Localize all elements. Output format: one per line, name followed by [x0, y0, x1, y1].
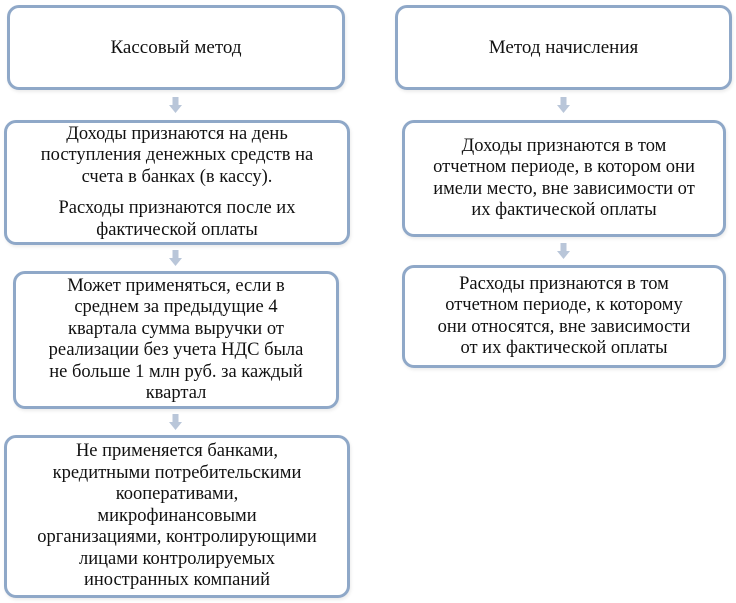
cash-expense-line: фактической оплаты	[96, 219, 258, 240]
cash-income-line: поступления денежных средств на	[40, 145, 314, 166]
cash-method-title: Кассовый метод	[110, 36, 242, 58]
arrow-down-icon	[169, 97, 182, 113]
accrual-expense-line: от их фактической оплаты	[460, 338, 668, 358]
restriction-line: иностранных компаний	[83, 570, 271, 591]
cash-income-line: счета в банках (в кассу).	[81, 166, 273, 187]
cash-income-expense-box	[4, 120, 350, 245]
cash-method-header	[7, 5, 345, 90]
applicability-line: среднем за предыдущие 4	[74, 297, 278, 317]
accrual-expense-line: они относятся, вне зависимости	[437, 316, 691, 337]
applicability-line: Может применяться, если в	[67, 275, 285, 296]
arrow-down-icon	[169, 414, 182, 430]
accrual-expense-line: Расходы признаются в том	[459, 273, 669, 294]
applicability-line: реализации без учета НДС была	[48, 340, 304, 360]
applicability-line: квартала сумма выручки от	[68, 318, 284, 339]
restriction-line: организациями, контролирующими	[37, 527, 317, 548]
accrual-income-line: их фактической оплаты	[471, 200, 657, 220]
cash-applicability-box	[13, 271, 339, 409]
accrual-expense-box	[402, 265, 726, 368]
accrual-income-line: отчетном периоде, в котором они	[433, 157, 695, 177]
accrual-method-header	[395, 5, 732, 90]
accrual-expense-line: отчетном периоде, к которому	[445, 295, 683, 315]
accrual-income-line: Доходы признаются в том	[461, 135, 667, 156]
restriction-line: кооперативами,	[115, 484, 239, 505]
accrual-method-title: Метод начисления	[488, 36, 639, 58]
cash-restriction-box	[4, 435, 350, 598]
arrow-down-icon	[557, 243, 570, 259]
arrow-down-icon	[557, 97, 570, 113]
restriction-line: кредитными потребительскими	[52, 462, 302, 483]
restriction-line: микрофинансовыми	[97, 505, 257, 526]
applicability-line: не больше 1 млн руб. за каждый	[49, 361, 303, 382]
accrual-income-box	[402, 120, 726, 237]
cash-expense-line: Расходы признаются после их	[58, 198, 296, 219]
restriction-line: Не применяется банками,	[75, 441, 279, 462]
restriction-line: лицами контролируемых	[79, 548, 275, 569]
accrual-income-line: имели место, вне зависимости от	[433, 178, 695, 199]
applicability-line: квартал	[145, 383, 207, 403]
cash-income-line: Доходы признаются на день	[66, 123, 288, 144]
arrow-down-icon	[169, 250, 182, 266]
